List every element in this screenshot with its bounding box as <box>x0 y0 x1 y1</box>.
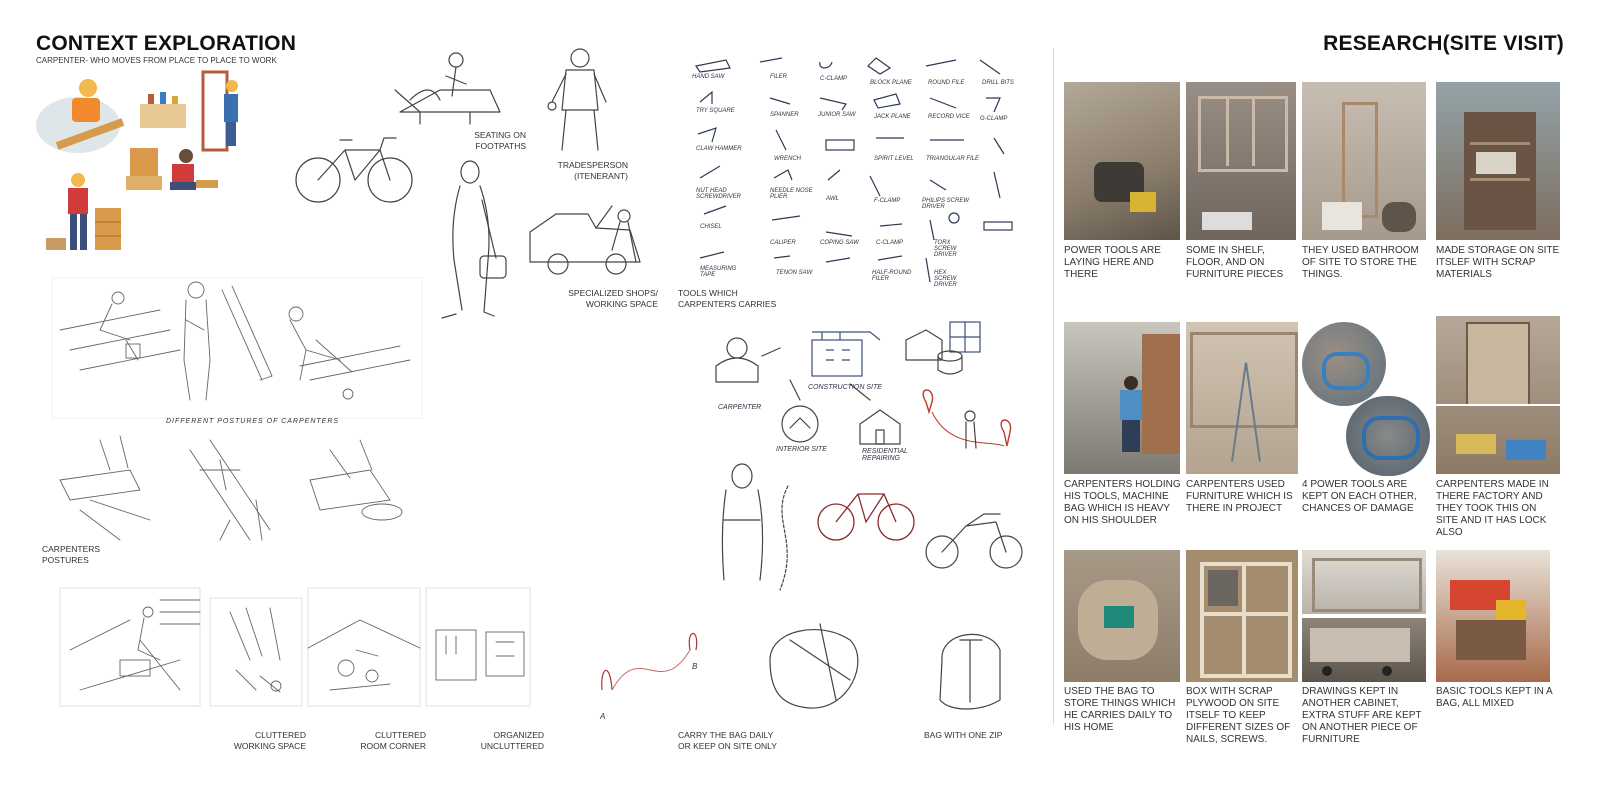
point-a-label: A <box>600 712 606 721</box>
context-subtitle: CARPENTER- WHO MOVES FROM PLACE TO PLACE TO WORK <box>36 56 277 65</box>
tool-label: COPING SAW <box>820 240 859 246</box>
tool-label: SPANNER <box>770 112 799 118</box>
tool-label: RECORD VICE <box>928 114 970 120</box>
site-photo <box>1436 82 1560 240</box>
tool-label: TRIANGULAR FILE <box>926 156 980 162</box>
site-caption: 4 POWER TOOLS ARE KEPT ON EACH OTHER, CHANCES OF DAMAGE <box>1302 479 1417 514</box>
tool-label: CHISEL <box>700 224 722 230</box>
caption-tools: TOOLS WHICH CARPENTERS CARRIES <box>678 288 777 309</box>
site-photo <box>1302 82 1426 240</box>
footpath-seating-sketch <box>395 53 500 124</box>
site-photo <box>1186 82 1296 240</box>
mindmap-residential-label: RESIDENTIAL REPAIRING <box>862 448 908 462</box>
cartoon-carpenter-illustrations <box>36 72 238 250</box>
tool-label: BLOCK PLANE <box>870 80 912 86</box>
tool-label: SPIRIT LEVEL <box>874 156 914 162</box>
caption-bag-zip: BAG WITH ONE ZIP <box>924 730 1003 740</box>
point-b-label: B <box>692 662 698 671</box>
site-photo <box>1064 82 1180 240</box>
caption-organized: ORGANIZED UNCLUTTERED <box>480 730 544 751</box>
site-caption: CARPENTERS MADE IN THERE FACTORY AND THEY TOOK THIS ON SITE AND IT HAS LOCK ALSO <box>1436 479 1549 538</box>
site-caption: POWER TOOLS ARE LAYING HERE AND THERE <box>1064 245 1161 280</box>
caption-cluttered-working: CLUTTERED WORKING SPACE <box>233 730 306 751</box>
site-caption: USED THE BAG TO STORE THINGS WHICH HE CARRIES DAILY TO HIS HOME <box>1064 686 1176 733</box>
site-photo <box>1064 322 1180 474</box>
tool-label: HAND SAW <box>692 74 725 80</box>
bicycle-sketch <box>296 138 412 202</box>
tool-label: CLAW HAMMER <box>696 146 742 152</box>
caption-tradesperson: TRADESPERSON (ITENERANT) <box>557 160 628 181</box>
caption-carry-bag: CARRY THE BAG DAILY OR KEEP ON SITE ONLY <box>678 730 777 751</box>
mindmap-carpenter-label: CARPENTER <box>718 404 762 411</box>
tool-label: TORX SCREW DRIVER <box>934 240 957 258</box>
site-photo <box>1186 550 1298 682</box>
site-photo <box>1436 316 1560 474</box>
site-caption: CARPENTERS HOLDING HIS TOOLS, MACHINE BAG WHICH IS HEAVY ON HIS SHOULDER <box>1064 479 1181 526</box>
site-photo <box>1186 322 1298 474</box>
site-photo <box>1346 396 1430 476</box>
tool-label: TENON SAW <box>776 270 813 276</box>
caption-postures-sketch: DIFFERENT POSTURES OF CARPENTERS <box>166 418 340 425</box>
site-caption: DRAWINGS KEPT IN ANOTHER CABINET, EXTRA STUFF ARE KEPT ON ANOTHER PIECE OF FURNITURE <box>1302 686 1422 745</box>
walking-man-sketch <box>442 161 506 318</box>
tool-label: TRY SQUARE <box>696 108 735 114</box>
car-repair-sketch <box>530 206 640 274</box>
tool-label: DRILL BITS <box>982 80 1014 86</box>
site-photo <box>1302 618 1426 682</box>
tool-label: CALIPER <box>770 240 796 246</box>
bag-carry-sketches <box>602 624 1000 709</box>
caption-shops: SPECIALIZED SHOPS/ WORKING SPACE <box>568 288 658 309</box>
tool-label: G-CLAMP <box>980 116 1008 122</box>
site-caption: SOME IN SHELF, FLOOR, AND ON FURNITURE PIECES <box>1186 245 1284 280</box>
tool-label: F-CLAMP <box>874 198 901 204</box>
tool-label: C-CLAMP <box>820 76 848 82</box>
site-caption: THEY USED BATHROOM OF SITE TO STORE THE THINGS. <box>1302 245 1419 280</box>
tool-label: NUT HEAD SCREWDRIVER <box>696 188 742 200</box>
postures-sketch-2 <box>60 436 402 540</box>
postures-sketch-1 <box>52 278 422 418</box>
tool-label: JUNIOR SAW <box>818 112 856 118</box>
site-photo <box>1302 550 1426 614</box>
tool-label: JACK PLANE <box>874 114 911 120</box>
caption-cluttered-room: CLUTTERED ROOM CORNER <box>360 730 426 751</box>
tool-label: C-CLAMP <box>876 240 904 246</box>
workspace-sketches <box>60 588 530 706</box>
site-caption: BASIC TOOLS KEPT IN A BAG, ALL MIXED <box>1436 686 1553 709</box>
section-divider <box>1053 48 1054 724</box>
tool-label: NEEDLE NOSE PLIER <box>770 188 813 200</box>
tradesperson-sketch <box>548 49 606 150</box>
site-caption: MADE STORAGE ON SITE ITSLEF WITH SCRAP MATERIALS <box>1436 245 1560 280</box>
tool-label: HEX SCREW DRIVER <box>934 270 957 288</box>
tool-label: ROUND FILE <box>928 80 965 86</box>
tool-label: HALF-ROUND FILER <box>872 270 912 282</box>
tool-label: WRENCH <box>774 156 801 162</box>
tool-label: PHILIPS SCREW DRIVER <box>922 198 970 210</box>
site-photo <box>1436 550 1550 682</box>
mindmap-interior-label: INTERIOR SITE <box>776 446 827 453</box>
caption-seating: SEATING ON FOOTPATHS <box>474 130 526 151</box>
site-caption: BOX WITH SCRAP PLYWOOD ON SITE ITSELF TO KEEP DIFFERENT SIZES OF NAILS, SCREWS. <box>1186 686 1291 745</box>
caption-postures: CARPENTERS POSTURES <box>42 544 101 565</box>
tool-label: FILER <box>770 74 788 80</box>
mindmap-construction-label: CONSTRUCTION SITE <box>808 384 882 391</box>
tool-label: AWL <box>826 196 839 202</box>
tool-label: MEASURING TAPE <box>700 266 737 278</box>
site-caption: CARPENTERS USED FURNITURE WHICH IS THERE IN PROJECT <box>1186 479 1293 514</box>
site-photo <box>1064 550 1180 682</box>
site-photo <box>1302 322 1386 406</box>
research-title: RESEARCH(SITE VISIT) <box>1323 32 1564 55</box>
context-exploration-title: CONTEXT EXPLORATION <box>36 32 297 55</box>
